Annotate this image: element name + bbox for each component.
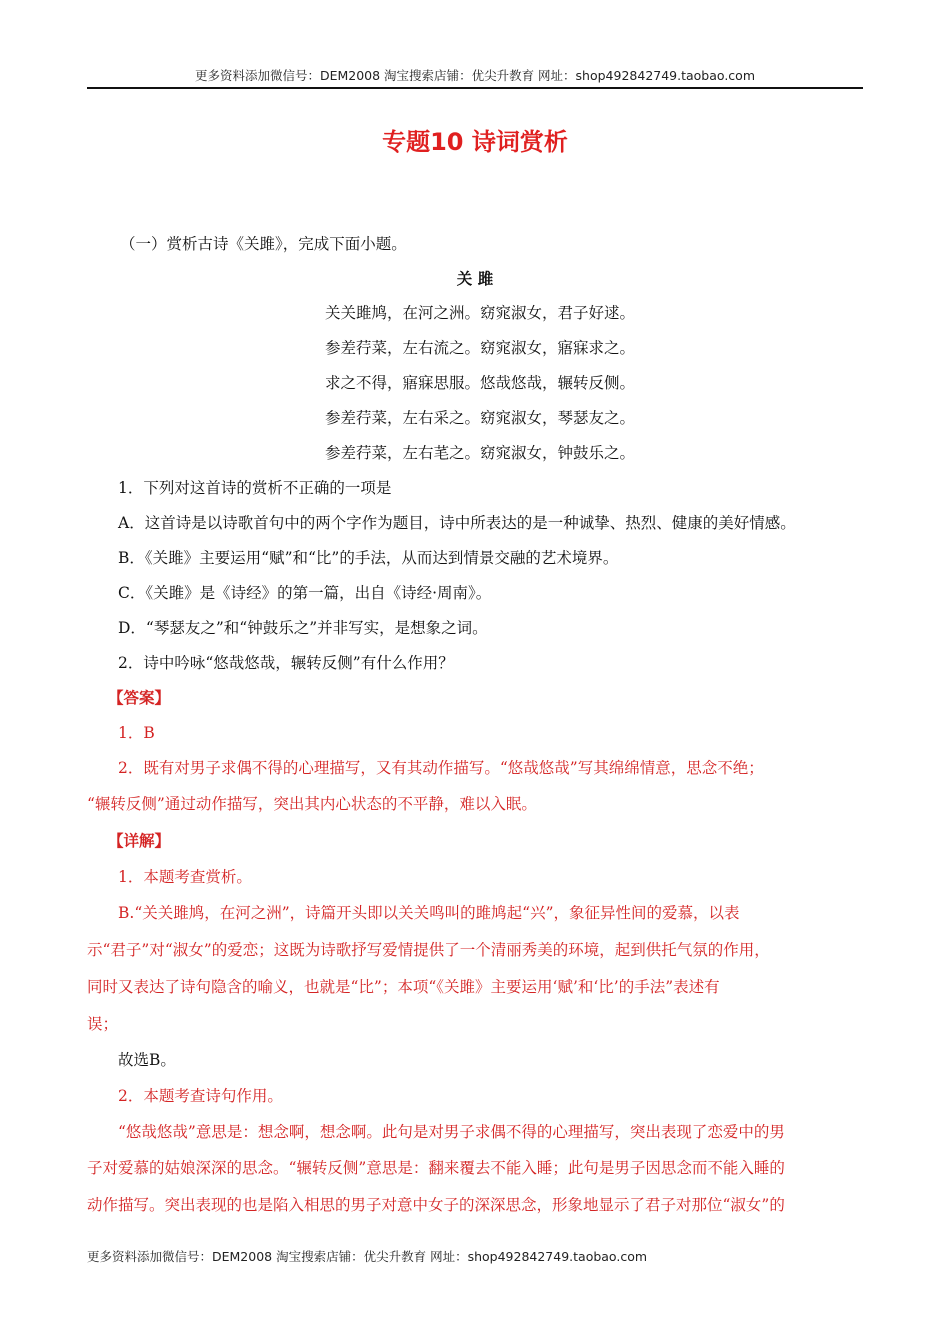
detail-heading: 【详解】 xyxy=(108,831,171,850)
answer-1: 1．B xyxy=(118,724,155,742)
answer-2-line: “辗转反侧”通过动作描写，突出其内心状态的不平静，难以入眠。 xyxy=(87,795,537,813)
header-rule xyxy=(87,87,863,89)
page-header: 更多资料添加微信号：DEM2008 淘宝搜索店铺：优尖升教育 网址：shop492842749.taobao.com xyxy=(194,68,756,83)
poem-line: 关关雎鸠，在河之洲。窈窕淑女，君子好逑。 xyxy=(325,304,636,322)
option-c: C．《关雎》是《诗经》的第一篇，出自《诗经·周南》。 xyxy=(118,584,492,602)
answer-2-line: 2．既有对男子求偶不得的心理描写，又有其动作描写。“悠哉悠哉”写其绵绵情意，思念不绝； xyxy=(118,759,764,777)
question-1: 1．下列对这首诗的赏析不正确的一项是 xyxy=(118,479,392,497)
detail-1-line: 误； xyxy=(87,1015,119,1033)
detail-2-line: “悠哉悠哉”意思是：想念啊，想念啊。此句是对男子求偶不得的心理描写，突出表现了恋爱中的男 xyxy=(118,1123,785,1141)
detail-1-line: 示“君子”对“淑女”的爱恋；这既为诗歌抒写爱情提供了一个清丽秀美的环境，起到供托气氛的作用， xyxy=(87,941,770,959)
answer-heading: 【答案】 xyxy=(108,688,171,707)
section-intro: （一）赏析古诗《关雎》，完成下面小题。 xyxy=(120,235,407,253)
detail-1-line: B.“关关雎鸠，在河之洲”，诗篇开头即以关关鸣叫的雎鸠起“兴”，象征异性间的爱慕，以表 xyxy=(118,904,740,922)
poem-line: 参差荇菜，左右流之。窈窕淑女，寤寐求之。 xyxy=(325,339,636,357)
page-footer: 更多资料添加微信号：DEM2008 淘宝搜索店铺：优尖升教育 网址：shop492842749.taobao.com xyxy=(87,1249,648,1264)
option-b: B．《关雎》主要运用“赋”和“比”的手法，从而达到情景交融的艺术境界。 xyxy=(118,549,619,567)
option-d: D．“琴瑟友之”和“钟鼓乐之”并非写实，是想象之词。 xyxy=(118,619,488,637)
option-a: A．这首诗是以诗歌首句中的两个字作为题目，诗中所表达的是一种诚挚、热烈、健康的美好情感。 xyxy=(118,514,796,532)
detail-2-line: 子对爱慕的姑娘深深的思念。“辗转反侧”意思是：翻来覆去不能入睡；此句是男子因思念而不能入睡的 xyxy=(87,1159,785,1177)
poem-line: 求之不得，寤寐思服。悠哉悠哉，辗转反侧。 xyxy=(325,374,636,392)
detail-1-choose: 故选B。 xyxy=(118,1051,176,1069)
detail-2-title: 2．本题考查诗句作用。 xyxy=(118,1087,283,1105)
question-2: 2．诗中吟咏“悠哉悠哉，辗转反侧”有什么作用？ xyxy=(118,654,454,672)
detail-1-title: 1．本题考查赏析。 xyxy=(118,868,252,886)
page-title: 专题10 诗词赏析 xyxy=(382,128,568,156)
detail-2-line: 动作描写。突出表现的也是陷入相思的男子对意中女子的深深思念，形象地显示了君子对那位“淑女”的 xyxy=(87,1196,785,1214)
detail-1-line: 同时又表达了诗句隐含的喻义，也就是“比”；本项“《关雎》主要运用‘赋’和‘比’的手法”表述有 xyxy=(87,978,720,996)
poem-line: 参差荇菜，左右采之。窈窕淑女，琴瑟友之。 xyxy=(325,409,636,427)
poem-title: 关 雎 xyxy=(456,270,494,288)
poem-line: 参差荇菜，左右芼之。窈窕淑女，钟鼓乐之。 xyxy=(325,444,636,462)
